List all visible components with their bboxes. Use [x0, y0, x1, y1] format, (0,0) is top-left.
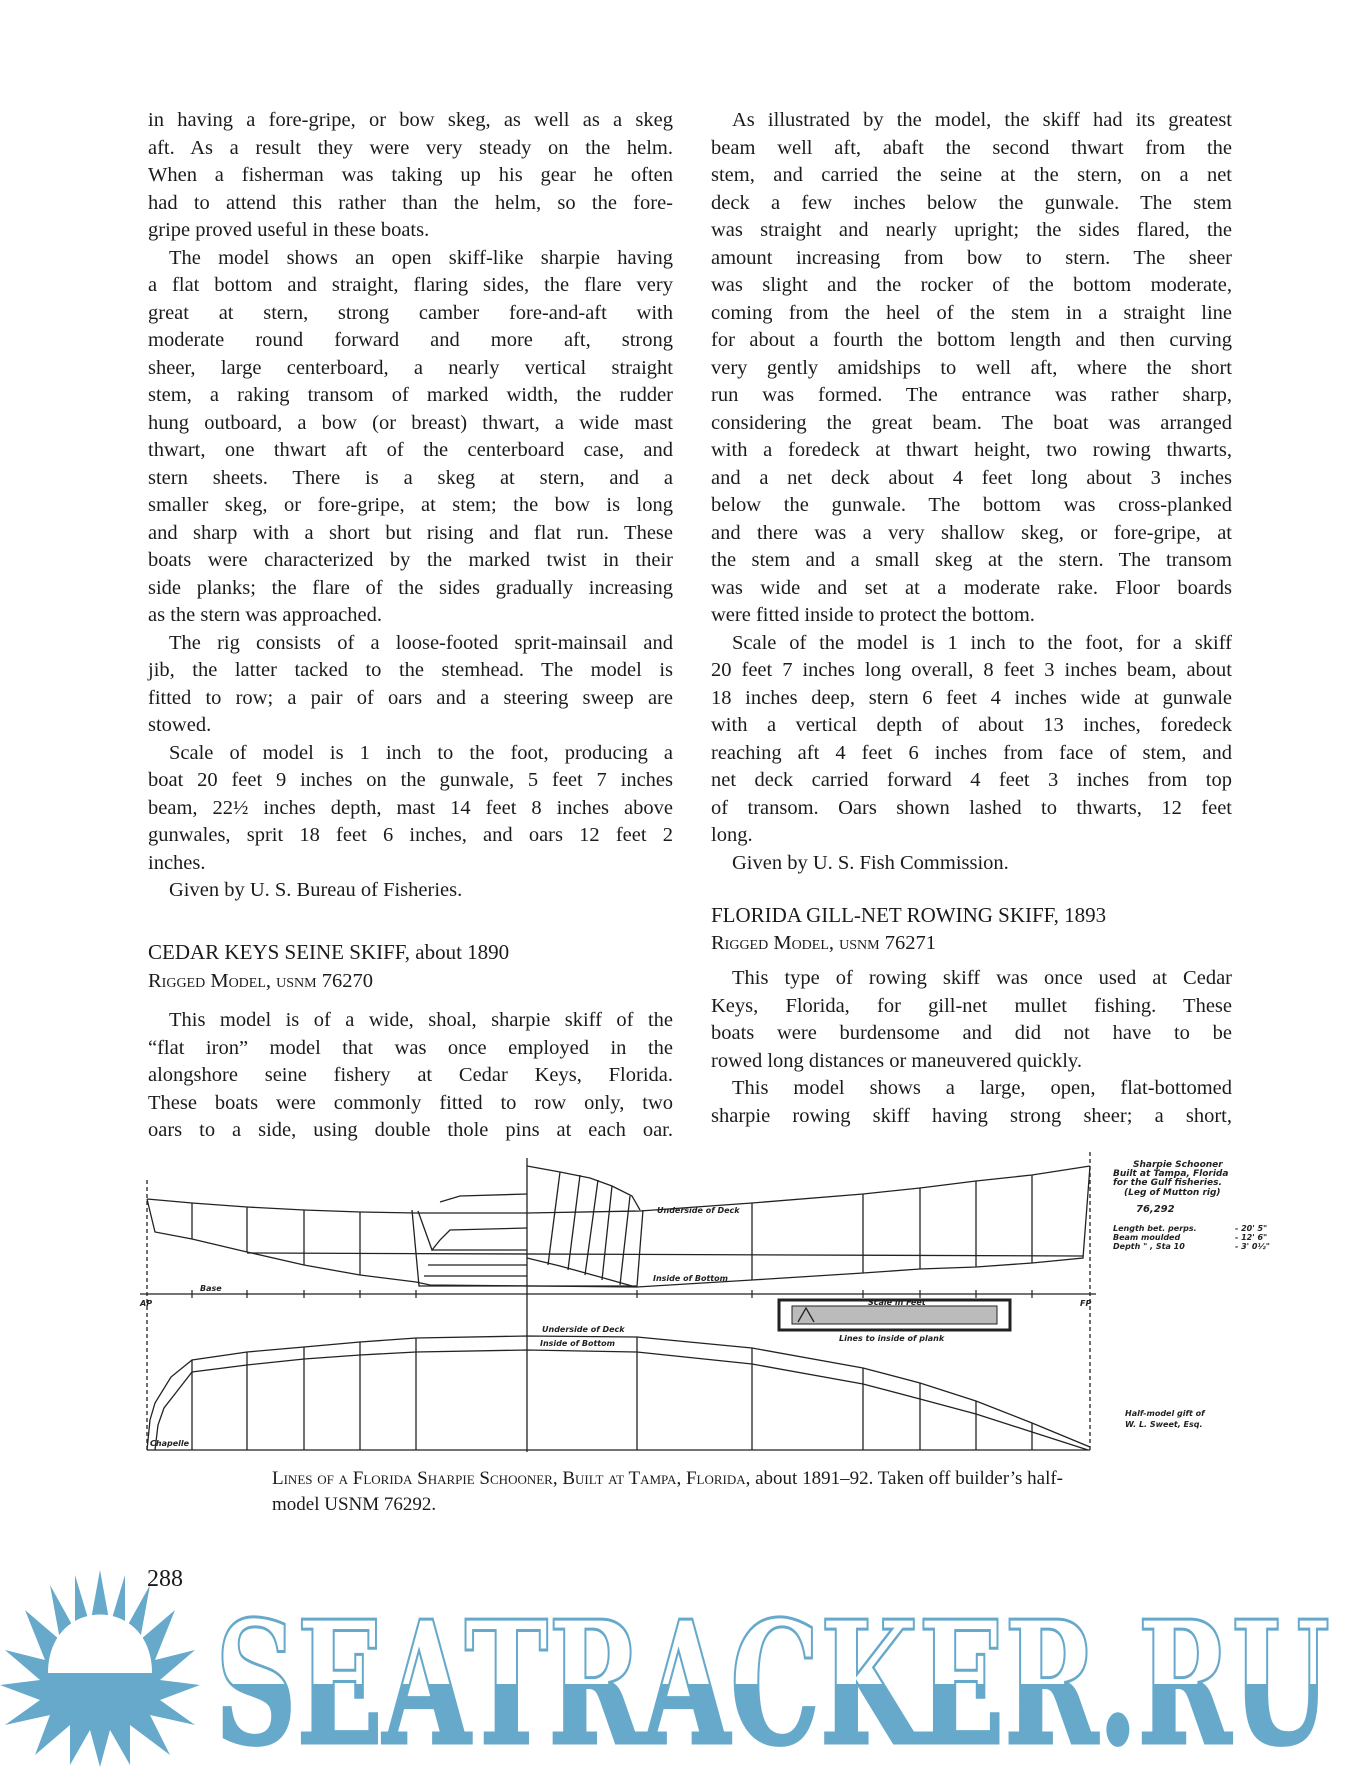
text-line: side planks; the flare of the sides gradually increasing — [148, 576, 673, 599]
text-line: As illustrated by the model, the skiff had its greatest — [732, 109, 1232, 131]
text-line: deck a few inches below the gunwale. The stem — [711, 191, 1232, 214]
text-line: stem, a raking transom of marked width, the rudder — [148, 384, 673, 406]
section-subheading-florida-gill-net: Rigged Model, usnm 76271 — [711, 932, 936, 954]
lines-drawing — [0, 1140, 1360, 1460]
text-line: coming from the heel of the stem in a straight line — [711, 301, 1232, 324]
text-line: The model shows an open skiff-like sharpie having — [169, 246, 673, 269]
text-line: gunwales, sprit 18 feet 6 inches, and oars 12 feet 2 — [148, 824, 673, 846]
text-line: with a foredeck at thwart height, two rowing thwarts, — [711, 439, 1232, 461]
text-line: for about a fourth the bottom length and then curving — [711, 329, 1232, 351]
text-line: beam well aft, abaft the second thwart from the — [711, 136, 1232, 159]
svg-text:Length bet. perps.: Length bet. perps. — [1113, 1224, 1197, 1233]
text-line: amount increasing from bow to stern. The sheer — [711, 246, 1232, 269]
text-line: Keys, Florida, for gill-net mullet fishing. These — [711, 994, 1232, 1017]
text-line: had to attend this rather than the helm, so the fore- — [148, 191, 673, 214]
text-line: oars to a side, using double thole pins at each oar. — [148, 1119, 673, 1141]
text-line: boat 20 feet 9 inches on the gunwale, 5 feet 7 inches — [148, 769, 673, 791]
text-line: This type of rowing skiff was once used at Cedar — [732, 967, 1232, 989]
text-line: with a vertical depth of about 13 inches, foredeck — [711, 714, 1232, 736]
text-line: thwart, one thwart aft of the centerboard case, and — [148, 439, 673, 461]
plan-deck-line — [147, 1336, 1090, 1450]
figure-caption-line1 — [272, 1466, 1063, 1492]
sun-icon — [0, 1570, 200, 1767]
fp-label: FP — [1080, 1299, 1092, 1308]
seatracker-watermark — [0, 1555, 1360, 1767]
svg-text:Depth " , Sta 10: Depth " , Sta 10 — [1113, 1242, 1185, 1251]
plan-inside-bottom-label: Inside of Bottom — [540, 1339, 615, 1348]
text-line: net deck carried forward 4 feet 3 inches from top — [711, 769, 1232, 791]
text-line: Scale of model is 1 inch to the foot, producing a — [169, 741, 673, 764]
title-block — [1113, 1160, 1270, 1251]
plan-stations — [192, 1337, 1032, 1450]
right-column — [711, 107, 1232, 877]
gift-note-line2: W. L. Sweet, Esq. — [1125, 1420, 1203, 1429]
text-line: rowed long distances or maneuvered quickly. — [711, 1049, 1082, 1072]
text-line: “flat iron” model that was once employed in the — [148, 1036, 673, 1059]
ap-label: AP — [140, 1299, 153, 1308]
caption-title: Lines of a Florida Sharpie Schooner, Built at Tampa, Florida, — [272, 1468, 751, 1489]
text-line: boats were burdensome and did not have to be — [711, 1022, 1232, 1044]
lines-note: Lines to inside of plank — [839, 1334, 945, 1343]
text-line: gripe proved useful in these boats. — [148, 219, 430, 241]
text-line: below the gunwale. The bottom was cross-planked — [711, 494, 1232, 516]
text-line: boats were characterized by the marked twist in their — [148, 549, 673, 571]
svg-text:Built at Tampa, Florida: Built at Tampa, Florida — [1113, 1169, 1229, 1179]
text-line: stern sheets. There is a skeg at stern, and a — [148, 466, 673, 489]
figure-caption-line2: model USNM 76292. — [272, 1494, 437, 1515]
text-line: very gently amidships to well aft, where the short — [711, 356, 1232, 379]
section-subheading-cedar-keys: Rigged Model, usnm 76270 — [148, 970, 373, 992]
svg-text:- 12' 6": - 12' 6" — [1235, 1233, 1268, 1242]
text-line: 18 inches deep, stern 6 feet 4 inches wide at gunwale — [711, 686, 1232, 709]
text-line: run was formed. The entrance was rather sharp, — [711, 384, 1232, 406]
svg-text:- 3' 0½": - 3' 0½" — [1235, 1242, 1270, 1251]
section-heading-cedar-keys: CEDAR KEYS SEINE SKIFF, about 1890 — [148, 940, 510, 964]
text-line: sharpie rowing skiff having strong sheer; a short, — [711, 1104, 1232, 1127]
svg-text:(Leg of Mutton rig): (Leg of Mutton rig) — [1124, 1188, 1221, 1198]
underside-deck-label: Underside of Deck — [657, 1206, 740, 1215]
text-line: alongshore seine fishery at Cedar Keys, Florida. — [148, 1064, 673, 1086]
caption-text: about 1891–92. Taken off builder’s half- — [750, 1468, 1064, 1489]
text-line: the stem and a small skeg at the stern. The transom — [711, 549, 1232, 571]
draftsman-signature: Chapelle — [150, 1439, 190, 1448]
page-number: 288 — [147, 1566, 183, 1592]
inside-bottom-label: Inside of Bottom — [653, 1274, 728, 1283]
text-line: stowed. — [148, 714, 212, 736]
text-line: Scale of the model is 1 inch to the foot, for a skiff — [732, 631, 1232, 654]
svg-text:Sharpie Schooner: Sharpie Schooner — [1133, 1160, 1223, 1170]
left-column — [148, 107, 673, 905]
scale-label: Scale in Feet — [868, 1298, 926, 1307]
text-line: beam, 22½ inches depth, mast 14 feet 8 inches above — [148, 796, 673, 819]
text-line: Given by U. S. Bureau of Fisheries. — [169, 879, 463, 901]
text-line: reaching aft 4 feet 6 inches from face of stem, and — [711, 741, 1232, 764]
section-heading-florida-gill-net: FLORIDA GILL-NET ROWING SKIFF, 1893 — [711, 903, 1107, 927]
text-line: stem, and carried the seine at the stern, on a net — [711, 164, 1232, 186]
base-label: Base — [200, 1284, 222, 1293]
text-line: was slight and the rocker of the bottom moderate, — [711, 274, 1232, 296]
text-line: as the stern was approached. — [148, 604, 382, 626]
plan-bottom-line — [155, 1350, 1088, 1450]
text-line: was wide and set at a moderate rake. Floor boards — [711, 576, 1232, 599]
watermark-text: SEATRACKER.RU — [215, 1584, 1330, 1767]
text-line: and there was a very shallow skeg, or fore-gripe, at — [711, 521, 1232, 544]
left-column-continued — [148, 1007, 673, 1145]
text-line: long. — [711, 824, 753, 846]
text-line: Given by U. S. Fish Commission. — [732, 851, 1009, 874]
text-line: moderate round forward and more aft, strong — [148, 329, 673, 351]
svg-text:for the Gulf fisheries.: for the Gulf fisheries. — [1113, 1178, 1222, 1188]
text-line: were fitted inside to protect the bottom. — [711, 604, 1035, 626]
text-line: The rig consists of a loose-footed sprit-mainsail and — [169, 631, 673, 654]
right-column-continued — [711, 965, 1232, 1130]
text-line: sheer, large centerboard, a nearly vertical straight — [148, 356, 673, 379]
text-line: and a net deck about 4 feet long about 3 inches — [711, 466, 1232, 489]
text-line: and sharp with a short but rising and flat run. These — [148, 521, 673, 544]
text-line: jib, the latter tacked to the stemhead. The model is — [148, 659, 673, 681]
text-line: smaller skeg, or fore-gripe, at stem; the bow is long — [148, 494, 673, 516]
text-line: 20 feet 7 inches long overall, 8 feet 3 inches beam, about — [711, 659, 1232, 681]
text-line: fitted to row; a pair of oars and a steering sweep are — [148, 686, 673, 709]
text-line: great at stern, strong camber fore-and-aft with — [148, 301, 673, 324]
svg-text:Beam moulded: Beam moulded — [1113, 1233, 1181, 1242]
text-line: These boats were commonly fitted to row only, two — [148, 1091, 673, 1114]
text-line: This model is of a wide, shoal, sharpie skiff of the — [169, 1009, 673, 1031]
text-line: aft. As a result they were very steady on the helm. — [148, 136, 673, 159]
text-line: inches. — [148, 851, 206, 874]
text-line: hung outboard, a bow (or breast) thwart, a wide mast — [148, 411, 673, 434]
text-line: a flat bottom and straight, flaring sides, the flare very — [148, 274, 673, 296]
text-line: This model shows a large, open, flat-bottomed — [732, 1077, 1232, 1099]
text-line: considering the great beam. The boat was arranged — [711, 411, 1232, 434]
gift-note-line1: Half-model gift of — [1125, 1409, 1205, 1418]
text-line: When a fisherman was taking up his gear he often — [148, 164, 673, 186]
plan-underside-deck-label: Underside of Deck — [542, 1325, 625, 1334]
text-line: was straight and nearly upright; the sides flared, the — [711, 219, 1232, 241]
text-line: of transom. Oars shown lashed to thwarts, 12 feet — [711, 796, 1232, 819]
model-number: 76,292 — [1136, 1204, 1175, 1215]
text-line: in having a fore-gripe, or bow skeg, as well as a skeg — [148, 109, 673, 131]
waterline — [247, 1253, 1083, 1256]
svg-text:- 20' 5": - 20' 5" — [1235, 1224, 1268, 1233]
